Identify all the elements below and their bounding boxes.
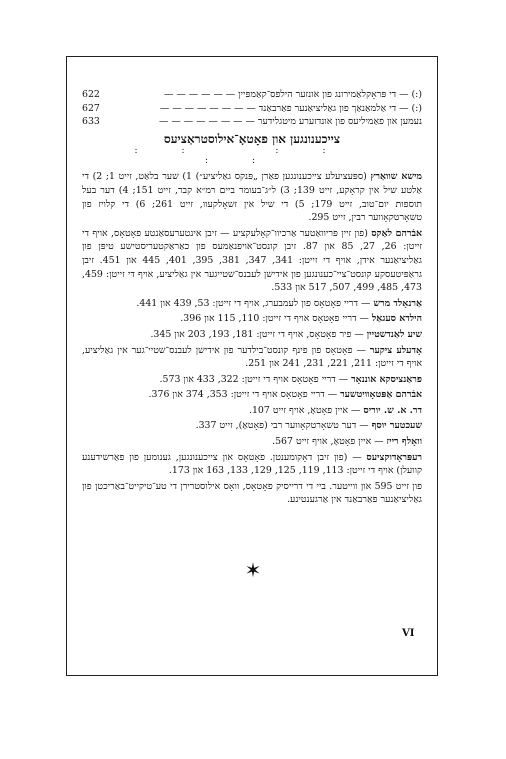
list-item xyxy=(82,170,422,224)
credit-text: — פאָטאָס פון פינף קונסט־בילדער פון אידישן לעבנס־שטיי־גער אין גאַליציע, אויף די זייטן: 211, 221, 231, 241 און 251. xyxy=(82,344,422,370)
artist-name: שעכטער יוסף xyxy=(371,420,422,432)
credits-list xyxy=(82,170,422,507)
page-content xyxy=(82,88,422,509)
credit-text: — דריי פאָטאָס אויף די זייטן: 322, 433 און 573. xyxy=(159,373,352,385)
artist-name: רעפּראָדוקציעס xyxy=(366,451,422,463)
toc-row xyxy=(82,88,422,102)
artist-name: וואָלף רייז xyxy=(386,436,422,448)
credit-text: — איין פאָטאָ, אויף זייט 107. xyxy=(248,404,364,416)
toc-row-page: 627 xyxy=(82,102,100,114)
credit-text: (ספּעציעלע צייכענונגען פאַרן „פּנקס גאַליציע״) 1) שער בלאַט, זייט 1; 2) די אַלטע שיל אין קראָקע, זייט 139; 3) ל״ג־בעומר ביים רמ״א קבר, זייט 151; 4) דער בעל תוספות יום־טוב, זייט 179; 5) די שיל אין זשאָלקעוו, זייט 261; 6) די קלויז פון טשאָרטקאָווער רבין, זייט 295. xyxy=(82,171,423,224)
toc-row xyxy=(82,115,422,129)
credit-text: — דריי פאָטאָס אויף די זייטן: 110, 115 און 396. xyxy=(180,313,372,325)
toc-row-title: נעמען און פאַמיליעס פון אונדזערע מיטגלידער — — — — — — — — xyxy=(159,116,422,128)
credit-text: — (פון זיבן דאָקומענטן. פאָטאָס און צייכענונגען, גענומען פון פאַרשידענע קוועלן) אויף די זייטן: 113, 119, 125, 129, 133, 163 און 173. xyxy=(82,451,422,477)
toc-row-title: (:) — די אַלמאַנאַך פון גאַליציאַנער פאַרבאַנד — — — — — — — — xyxy=(159,102,422,114)
list-item xyxy=(82,480,422,507)
list-item xyxy=(82,404,422,418)
list-item xyxy=(82,388,422,402)
list-item xyxy=(82,419,422,433)
toc-row xyxy=(82,102,422,116)
credit-text: — פיר פאָטאָס, אויף די זייטן: 181, 193, 203 און 345. xyxy=(150,328,367,340)
artist-name: שיע לאַנדשטיין xyxy=(366,328,422,340)
credit-text: — איין פאָטאָ, אויף זייט 567. xyxy=(272,436,387,448)
artist-name: הילדא סעגאַל xyxy=(371,313,422,325)
section-divider: :: :: :: xyxy=(134,146,370,167)
star-ornament-icon: ✶ xyxy=(244,558,262,582)
list-item xyxy=(82,344,422,371)
list-item xyxy=(82,328,422,342)
list-item xyxy=(82,312,422,326)
artist-name: פראַנציסקא אוננאָר xyxy=(351,373,422,385)
toc-row-page: 622 xyxy=(82,89,100,100)
list-item xyxy=(82,435,422,449)
list-item xyxy=(82,227,422,295)
artist-name: אַרנאָלד מרש xyxy=(373,297,422,309)
credit-text: — דריי פאָטאָס אויף די זייטן: 353, 374 און 376. xyxy=(148,389,341,401)
section-title: צייכענונגען און פאָטאָ־אילוסטראַציעס xyxy=(163,131,341,146)
list-item xyxy=(82,297,422,311)
table-of-contents xyxy=(82,88,422,129)
list-item xyxy=(82,451,422,478)
credit-text: — דריי פאָטאָס פון לעמבערג, אויף די זייטן: 53, 439 און 441. xyxy=(136,297,374,309)
credit-text: — דער טשאָרטקאָווער רבי (פאָטאָ), זייט 337. xyxy=(195,420,372,432)
credit-text: פון זייט 595 און ווייטער. ביי די דרייסיק פאָטאָס, וואָס אילוסטרירן די טע־טיקייט־באַריכטן פון גאַליציאַנער פאַרבאַנד אין אַרגענטינע. xyxy=(82,480,423,506)
credit-text: (פון זיין פּריוואַטער אַרכיוו־קאָלעקציע — זיבן אינטערעסאַנטע פאָטאָס, אויף די זייטן: 26, 27, 85 און 87. זיבן קונסט־אויפנאַמעס פון כאַראַקטעריסטישע טיפּן פון גאַליציאַנער אידן, אויף די זייטן: 341, 347, 381, 395, 401, 445 און 451. זיבן גראַפּיטעסקע קונסט־ציי־כענונגען פון אידישן לעבנס־שטייגער אין גאַליציע, אויף די זייטן: 459, 473, 485, 499, 507, 517 און 533. xyxy=(82,227,422,294)
list-item xyxy=(82,373,422,387)
artist-name: דר. א. ש. יוריס xyxy=(363,404,422,416)
artist-name: אבֿרהם לאַקס xyxy=(371,227,422,239)
artist-name: מישא שוואַרץ xyxy=(370,171,422,183)
artist-name: אבֿרהם אַפּטאָוויטשער xyxy=(340,389,422,401)
artist-name: אָדעלע ציקער xyxy=(369,344,422,356)
page-number: VI xyxy=(402,628,415,639)
toc-row-page: 633 xyxy=(82,116,100,128)
toc-row-title: (:) — די פּראָקלאַמירונג פון אונזער הילפס־קאַמפּיין — — — — — — xyxy=(164,89,422,100)
